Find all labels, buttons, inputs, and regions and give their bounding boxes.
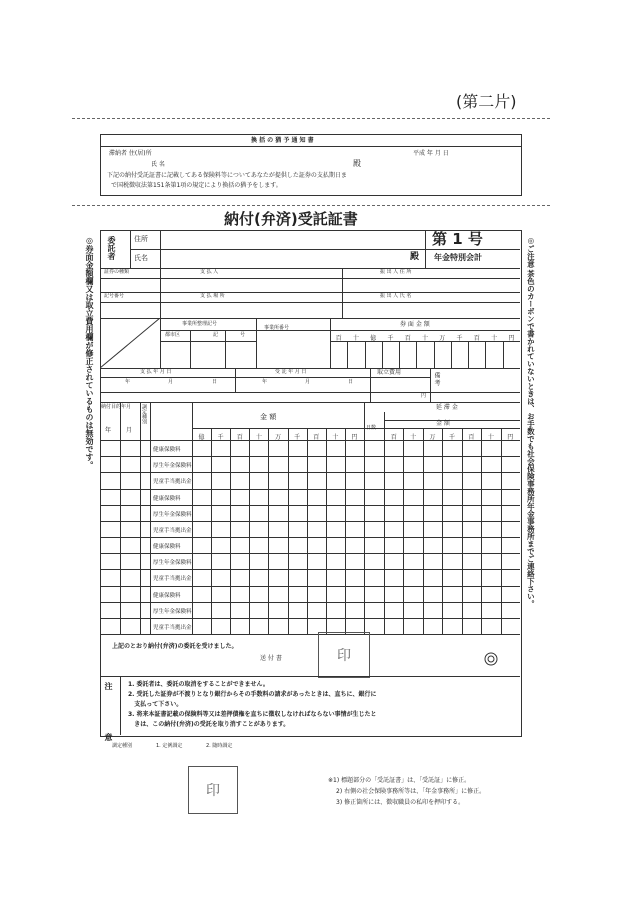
face-digit-label: 十 [421, 335, 428, 342]
amount-divider [249, 428, 250, 634]
office-number-label: 事業所整理記号 [182, 321, 218, 327]
late-divider [442, 428, 443, 634]
security-type-label: 証券の種類 [104, 269, 130, 275]
category-label: 厚生年金保険料 [153, 560, 192, 567]
pay-date-label: 支 払 年 月 日 [140, 369, 172, 375]
late-digit-label: 百 [390, 434, 397, 441]
collect-fee-label: 取立費用 [377, 369, 402, 376]
account-label: 年金特別会計 [434, 253, 482, 262]
kind-regular: 1. 定例調定 [156, 743, 183, 749]
entrustor-label: 委託者 [107, 236, 116, 260]
amount-digit-label: 十 [255, 434, 262, 441]
amount-divider [307, 428, 308, 634]
notice-text-2: で国税徴収法第151条第1項の規定により換括の猶予をします。 [111, 182, 282, 189]
official-mark-icon [484, 652, 498, 666]
consign-day: 日 [348, 379, 354, 385]
issuer-name-label: 振 出 人 氏 名 [380, 293, 412, 299]
accept-text: 上記のとおり納付(弁済)の委託を受けました。 [112, 643, 238, 650]
category-label: 児童手当拠出金 [153, 576, 192, 583]
face-digit-label: 十 [352, 335, 359, 342]
amount-digit-label: 十 [332, 434, 339, 441]
late-divider [403, 428, 404, 634]
category-label: 健康保険料 [153, 544, 181, 550]
face-divider [485, 341, 486, 368]
face-divider [434, 341, 435, 368]
notes-label: 注 意 [104, 682, 113, 761]
due-month: 月 [126, 427, 133, 434]
notice-text-1: 下記の納付受託証書に記載してある保険料等についてあなたが提供した証券の支払期日ま [107, 172, 347, 179]
late-divider [423, 428, 424, 634]
diagonal-cell [100, 318, 160, 368]
consign-month: 月 [305, 379, 311, 385]
name-label: 氏名 [134, 254, 148, 262]
amount-divider [211, 428, 212, 634]
face-divider [365, 341, 366, 368]
late-divider [462, 428, 463, 634]
amount-digit-label: 億 [198, 434, 205, 441]
face-divider [382, 341, 383, 368]
row-divider [100, 489, 520, 490]
notice-honorific: 殿 [353, 159, 361, 168]
amount-divider [326, 428, 327, 634]
amount-label: 金 額 [260, 413, 277, 421]
face-digit-label: 百 [335, 335, 342, 342]
row-divider [100, 456, 520, 457]
kind-label: 調定種別 [112, 743, 133, 749]
security-number-label: 記号番号 [104, 293, 125, 299]
row-divider [100, 521, 520, 522]
notice-date: 平成 年 月 日 [413, 150, 449, 157]
face-divider [399, 341, 400, 368]
right-vertical-note: ◎ご注意 茶色のカーボンで書かれていないときは、お手数でも社会保険事務所年金事務所までご連絡下さい。 [526, 236, 536, 608]
late-digit-label: 十 [410, 434, 417, 441]
cut-line-top [72, 118, 550, 119]
row-divider [100, 602, 520, 603]
amount-digit-label: 千 [217, 434, 224, 441]
number-col-label: 号 [240, 332, 246, 338]
pay-month: 月 [168, 379, 174, 385]
notice-address-label: 滞納者 住(居)所 [109, 150, 152, 157]
symbol-label: 記 [213, 332, 219, 338]
category-label: 健康保険料 [153, 447, 181, 453]
row-divider [100, 505, 520, 506]
face-digit-label: 百 [404, 335, 411, 342]
type-label: 調定種別 [141, 404, 147, 424]
kind-occasional: 2. 随時調定 [206, 743, 233, 749]
note-line: 支払って下さい。 [128, 701, 183, 708]
late-divider [501, 428, 502, 634]
sheet-label: (第二片) [456, 92, 517, 111]
amount-divider [268, 428, 269, 634]
pay-year: 年 [125, 379, 131, 385]
category-label: 児童手当拠出金 [153, 479, 192, 486]
amount-divider [288, 428, 289, 634]
category-label: 児童手当拠出金 [153, 624, 192, 631]
due-label: 納付目的年月 [101, 404, 132, 410]
issuer-address-label: 振 出 人 住 所 [380, 269, 412, 275]
late-digit-label: 十 [487, 434, 494, 441]
form-seal: 印 [318, 632, 370, 678]
face-divider [347, 341, 348, 368]
category-label: 健康保険料 [153, 495, 181, 502]
amount-digit-label: 百 [236, 434, 243, 441]
amount-digit-label: 千 [294, 434, 301, 441]
face-amount-label: 券 面 金 額 [400, 321, 430, 328]
note-line: 2. 受託した証券が不渡りとなり銀行からその手数料の請求があったときは、直ちに、銀行に [128, 691, 377, 698]
office-id-label: 事業所番号 [264, 325, 290, 331]
consign-year: 年 [262, 379, 268, 385]
note-line: 1. 委託者は、委託の取消をすることができません。 [128, 681, 269, 688]
late-digit-label: 円 [507, 434, 514, 441]
amount-divider [230, 428, 231, 634]
face-digit-label: 億 [370, 335, 377, 342]
row-divider [100, 569, 520, 570]
consign-date-label: 受 託 年 月 日 [275, 369, 307, 375]
category-label: 厚生年金保険料 [153, 511, 192, 518]
left-vertical-note: ◎券面金額欄又は取立費用欄が修正されているものは無効です。 [85, 236, 94, 469]
name-honorific: 殿 [410, 252, 420, 262]
face-digit-label: 万 [439, 335, 446, 342]
days-label: 日数 [366, 425, 377, 431]
bottom-seal: 印 [188, 766, 238, 814]
late-divider [481, 428, 482, 634]
footnote-2: 2) 右側の社会保険事務所等は、「年金事務所」に修正。 [336, 788, 486, 795]
face-digit-label: 十 [491, 335, 498, 342]
late-fee-label: 延 滞 金 [436, 404, 458, 411]
pay-day: 日 [212, 379, 218, 385]
amount-digit-label: 万 [274, 434, 281, 441]
category-label: 厚生年金保険料 [153, 463, 192, 470]
face-divider [468, 341, 469, 368]
late-amount-label: 金 額 [436, 420, 450, 427]
form-number: 第 1 号 [432, 230, 483, 248]
row-divider [100, 472, 520, 473]
row-divider [100, 537, 520, 538]
amount-digit-label: 円 [351, 434, 358, 441]
row-divider [100, 618, 520, 619]
category-label: 厚生年金保険料 [153, 608, 192, 615]
row-divider [100, 553, 520, 554]
late-digit-label: 百 [468, 434, 475, 441]
amount-digit-label: 百 [313, 434, 320, 441]
row-divider [100, 586, 520, 587]
note-line: 3. 将来本証書記載の保険料等又は差押債権を直ちに徴収しなければならない事情が生じたと [128, 711, 377, 718]
face-digit-label: 千 [456, 335, 463, 342]
sender-label: 送 付 書 [260, 655, 282, 662]
face-digit-label: 百 [473, 335, 480, 342]
cut-line-middle [72, 205, 550, 206]
postponement-notice [100, 134, 522, 196]
face-digit-label: 円 [508, 335, 515, 342]
pay-place-label: 支 払 場 所 [200, 293, 225, 299]
due-year: 年 [105, 427, 112, 434]
notice-name-label: 氏 名 [151, 161, 165, 168]
face-digit-label: 千 [387, 335, 394, 342]
face-divider [503, 341, 504, 368]
payer-label: 支 払 人 [200, 269, 219, 275]
footnote-3: 3) 修正箇所には、徴収職員の私印を押印する。 [336, 799, 465, 806]
address-label: 住所 [134, 235, 148, 243]
note-line: きは、この納付(弁済)の受託を取り消すことがあります。 [128, 721, 290, 728]
notice-title: 換 括 の 猶 予 通 知 書 [251, 137, 314, 144]
remarks-label: 備 考 [433, 372, 440, 386]
category-label: 健康保険料 [153, 592, 181, 599]
late-digit-label: 千 [448, 434, 455, 441]
collect-fee-yen: 円 [421, 393, 427, 399]
city-label: 都市区 [165, 332, 181, 338]
late-digit-label: 万 [429, 434, 436, 441]
category-label: 児童手当拠出金 [153, 527, 192, 534]
face-divider [451, 341, 452, 368]
footnote-1: ※1) 標題部分の「受託証書」は、「受託証」に修正。 [328, 777, 471, 784]
form-title: 納付(弁済)受託証書 [224, 210, 358, 228]
face-divider [416, 341, 417, 368]
amount-divider [345, 428, 346, 634]
